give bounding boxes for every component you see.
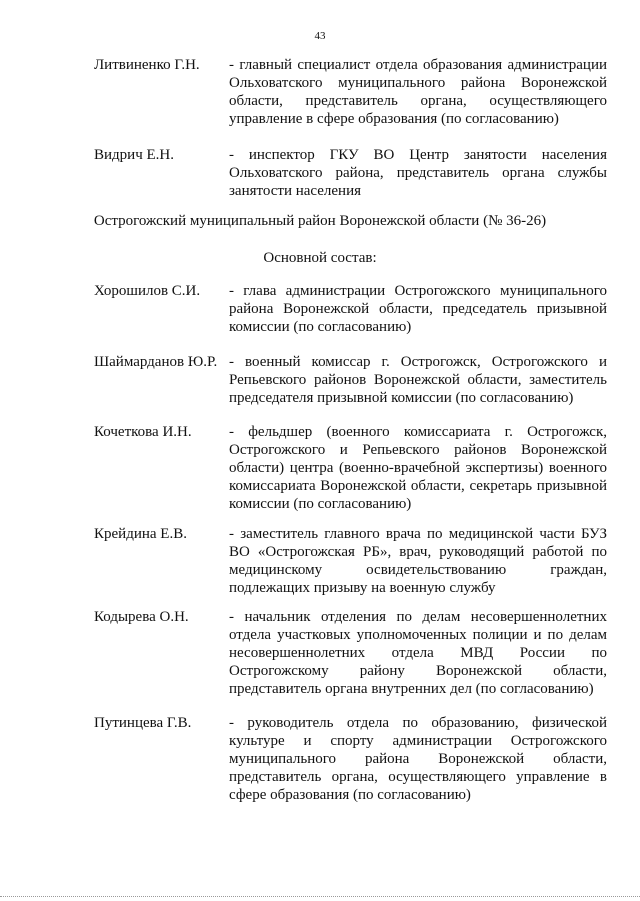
member-description: - начальник отделения по делам несовершеннолетних отдела участковых уполномоченных полиции и по делам несовершеннолетних отдела МВД России по Острогожскому району Воронежской области, представитель органа внутренних дел (по согласованию) xyxy=(229,609,607,697)
member-name: Видрич Е.Н. xyxy=(94,147,174,163)
member-description: - главный специалист отдела образования администрации Ольховатского муниципального района Воронежской области, представитель органа, осуществляющего управление в сфере образования (по согласованию) xyxy=(229,57,607,127)
member-name: Крейдина Е.В. xyxy=(94,526,187,542)
member-description: - руководитель отдела по образованию, физической культуре и спорту администрации Острогожского муниципального района Воронежской области, представитель органа, осуществляющего управление в сфере образования (по согласованию) xyxy=(229,715,607,803)
member-name: Кодырева О.Н. xyxy=(94,609,189,625)
member-description: - глава администрации Острогожского муниципального района Воронежской области, председатель призывной комиссии (по согласованию) xyxy=(229,283,607,335)
member-name: Кочеткова И.Н. xyxy=(94,424,192,440)
section-subheading: Основной состав: xyxy=(263,250,377,266)
member-name: Хорошилов С.И. xyxy=(94,283,201,299)
member-name: Шаймарданов Ю.Р. xyxy=(94,354,218,370)
member-description: - военный комиссар г. Острогожск, Острогожского и Репьевского районов Воронежской области, заместитель председателя призывной комиссии (по согласованию) xyxy=(229,354,607,406)
member-description: - фельдшер (военного комиссариата г. Острогожск, Острогожского и Репьевского районов Воронежской области) центра (военно-врачебной экспертизы) военного комиссариата Воронежской области, секретарь призывной комиссии (по согласованию) xyxy=(229,424,607,512)
member-description: - инспектор ГКУ ВО Центр занятости населения Ольховатского района, представитель органа службы занятости населения xyxy=(229,147,607,199)
member-name: Литвиненко Г.Н. xyxy=(94,57,200,73)
page-number: 43 xyxy=(314,30,326,42)
member-name: Путинцева Г.В. xyxy=(94,715,192,731)
member-description: - заместитель главного врача по медицинской части БУЗ ВО «Острогожская РБ», врач, руководящий работой по медицинскому освидетельствованию граждан, подлежащих призыву на военную службу xyxy=(229,526,607,596)
scan-edge-divider xyxy=(0,896,640,897)
section-heading: Острогожский муниципальный район Воронежской области (№ 36-26) xyxy=(93,213,547,229)
